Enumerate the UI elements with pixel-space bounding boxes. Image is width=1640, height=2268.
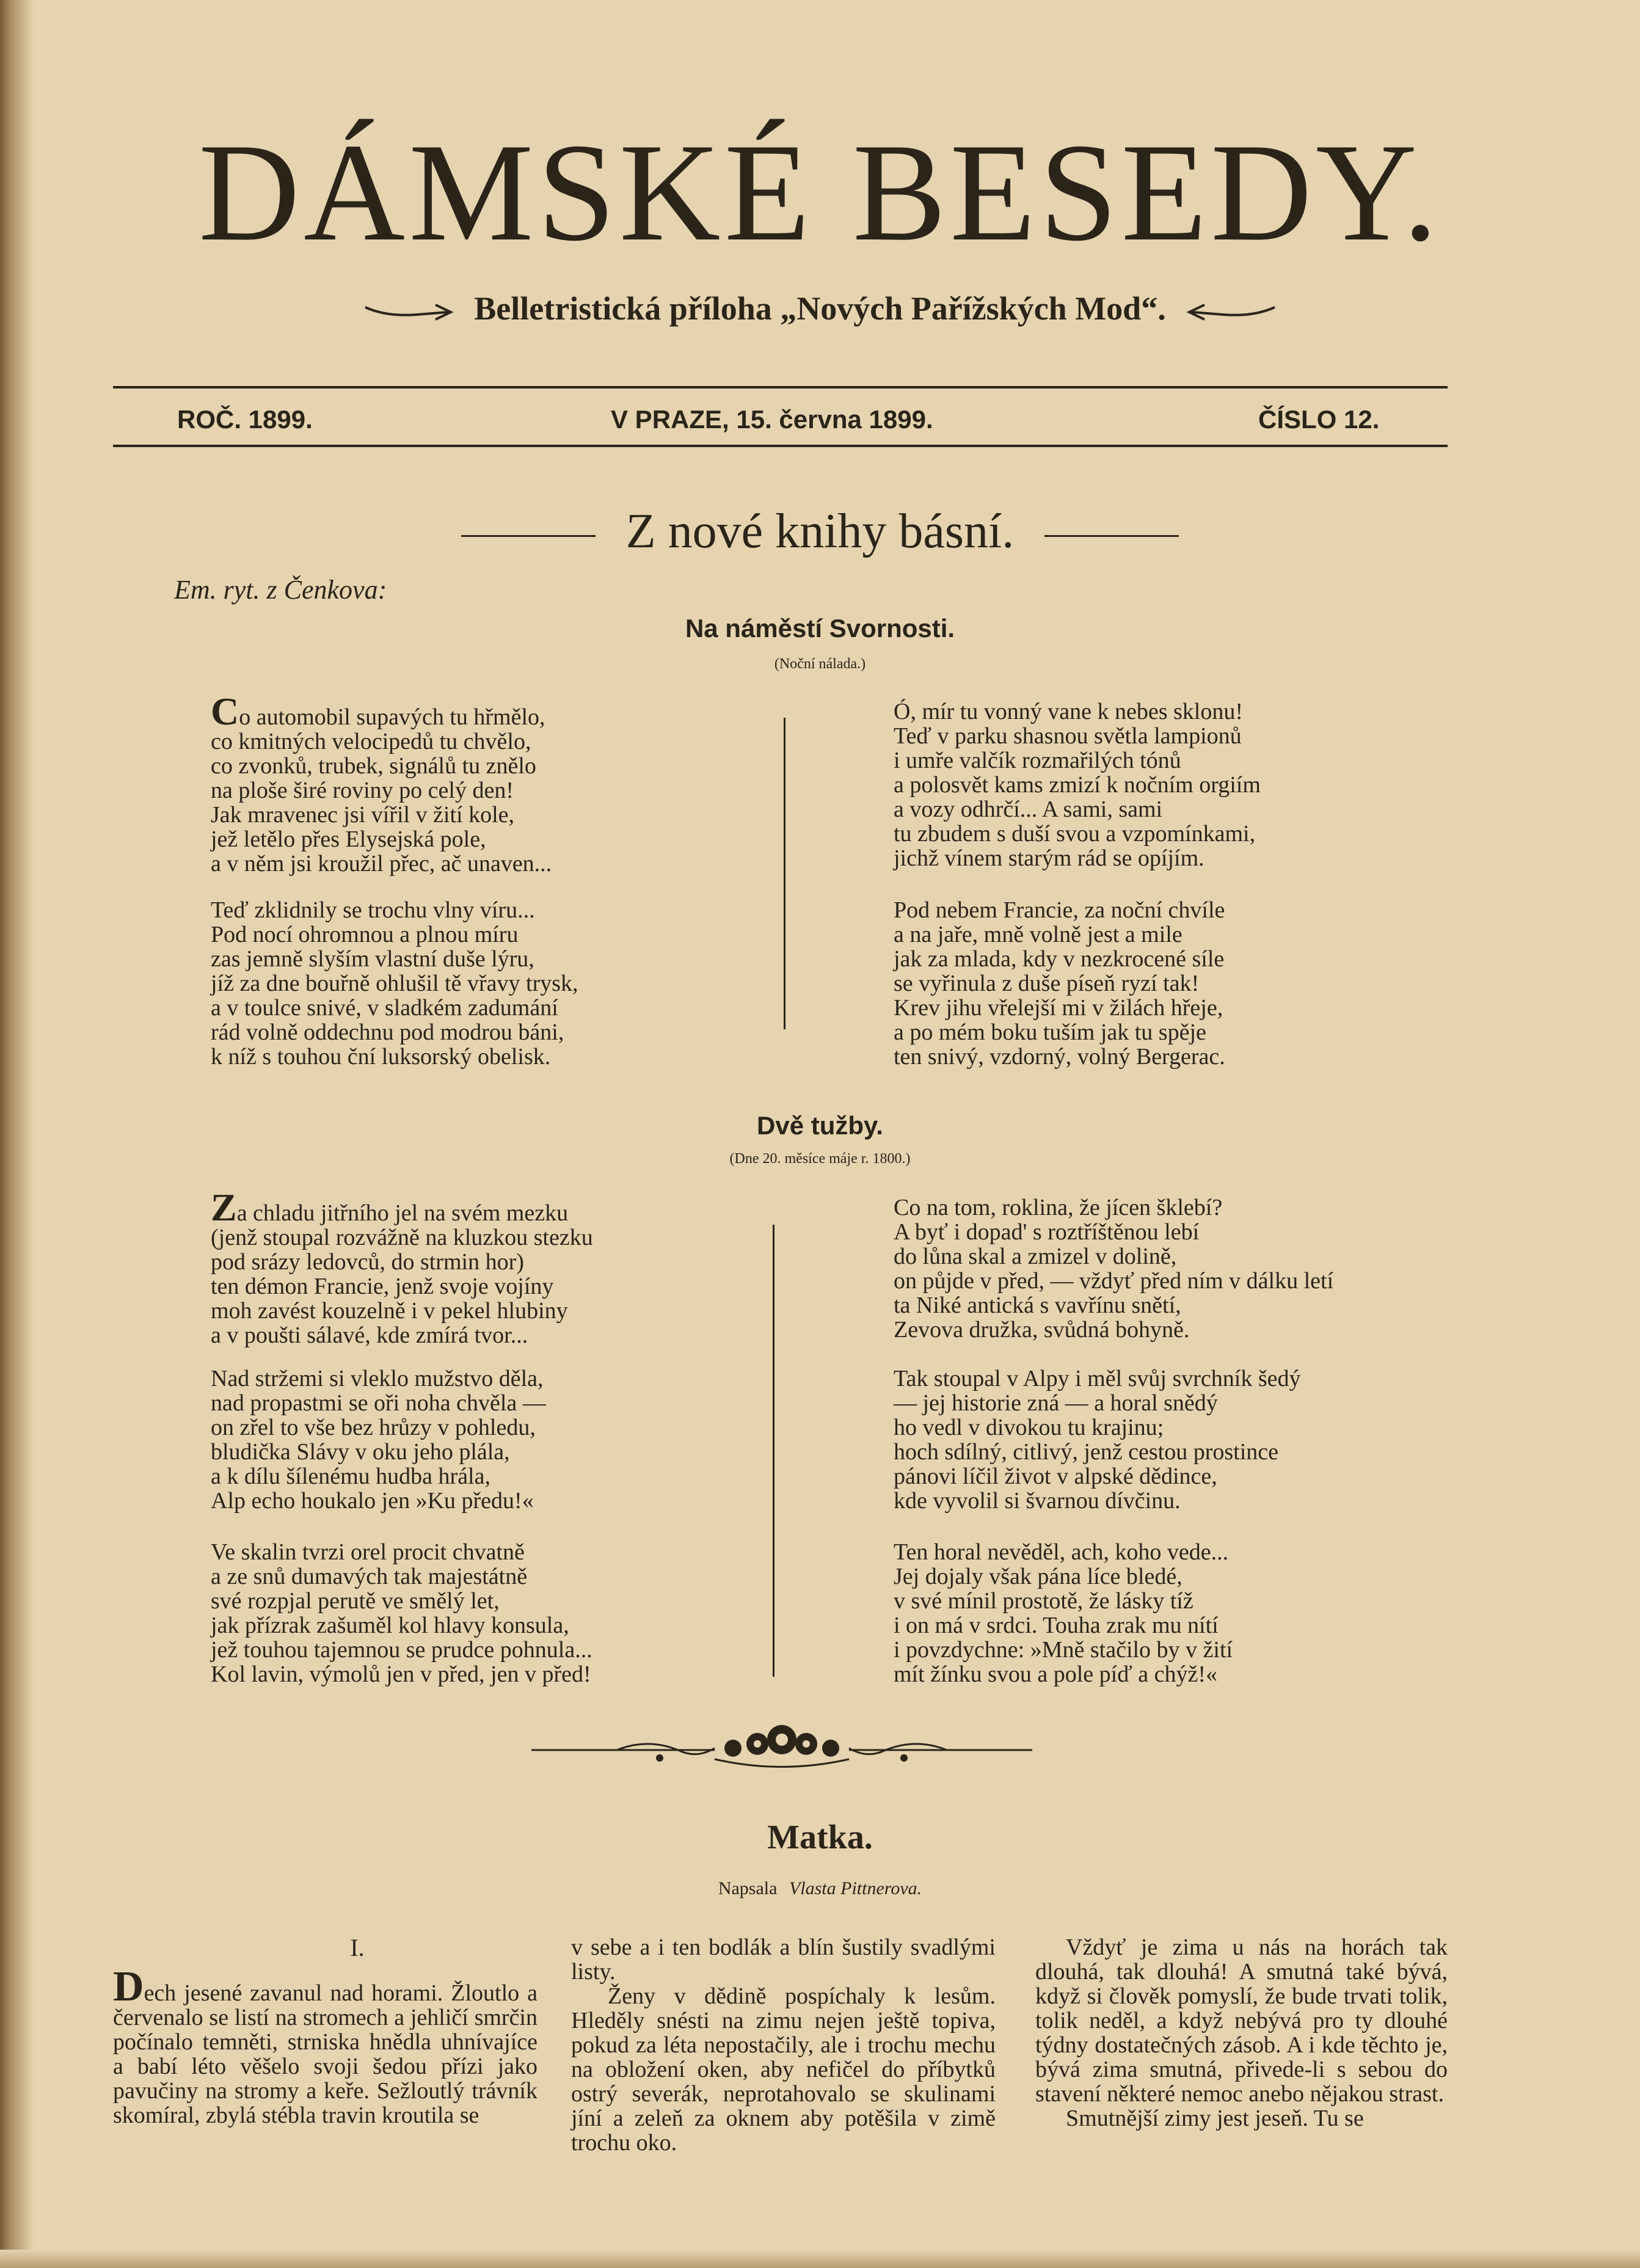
- title-left-rule: [461, 535, 596, 537]
- page-bottom-edge: [0, 2250, 1640, 2268]
- right-arrow-ornament: [1186, 300, 1278, 324]
- poem2-subtitle: (Dne 20. měsíce máje r. 1800.): [729, 1151, 911, 1167]
- floral-divider-ornament: [531, 1710, 1032, 1784]
- title-right-rule: [1044, 535, 1179, 537]
- poem1-left-stanza-1: Co automobil supavých tu hřmělo, co kmitných velocipedů tu chvělo, co zvonků, trubek, signálů tu znělo na ploše širé roviny po celý den! Jak mravenec jsi vířil v žití kole, jež letělo přes Elysejská pole, a v něm jsi kroužil přec, ač unaven...: [211, 690, 552, 877]
- story-dropcap: D: [113, 1963, 144, 2010]
- poem1-column-divider: [784, 718, 785, 1029]
- story-column-2: [571, 1935, 996, 2155]
- poem2-left-stanza-2: Nad stržemi si vleklo mužstvo děla, nad propastmi se oři noha chvěla — on zřel to vše bez hrůzy v pohledu, bludička Slávy v oku jeho plála, a k dílu šílenému hudba hrála, Alp echo houkalo jen »Ku předu!«: [211, 1366, 546, 1514]
- story-col3-para-2: Smutnější zimy jest jeseň. Tu se: [1066, 2106, 1364, 2131]
- poem2-right-stanza-3: Ten horal nevěděl, ach, koho vede... Jej dojaly však pána líce bledé, v své mínil prostotě, že lásky tíž i on má v srdci. Touha zrak mu nítí i povzdychne: »Mně stačilo by v žití mít žínku svou a pole píď a chýž!«: [894, 1539, 1233, 1687]
- story-col2-para-1: v sebe a i ten bodlák a blín šustily svadlými listy.: [571, 1934, 996, 1985]
- issue-number: ČÍSLO 12.: [1258, 405, 1380, 434]
- story-col2-para-2: Ženy v dědině pospíchaly k lesům. Hleděly snésti na zimu nejen ještě topiva, pokud za léta nepostačily, ale i trochu mechu na obložení oken, aby nefičel do příbytků ostrý severák, neprotahovalo se skulinami jíní a zeleň za oknem aby potěšila v zimě trochu oko.: [571, 1983, 996, 2156]
- poem1-right-stanza-2: Pod nebem Francie, za noční chvíle a na jaře, mně volně jest a mile jak za mlada, kdy v nezkrocené síle se vyřinula z duše píseň ryzí tak! Krev jihu vřelejší mi v žilách hřeje, a po mém boku tuším jak tu spěje ten snivý, vzdorný, volný Bergerac.: [894, 897, 1225, 1070]
- section-title: Z nové knihy básní.: [625, 505, 1015, 558]
- left-arrow-ornament: [362, 300, 454, 324]
- poem1-subtitle: (Noční nálada.): [774, 656, 866, 672]
- poem1-title: Na náměstí Svornosti.: [685, 614, 955, 643]
- story-author: Vlasta Pittnerova.: [789, 1878, 922, 1898]
- poem2-right-stanza-1: Co na tom, roklina, že jícen šklebí? A byť i dopad' s roztříštěnou lebí do lůna skal a zmizel v dolině, on půjde v před, — vždyť před ním v dálku letí ta Niké antická s vavřínu snětí, Zevova družka, svůdná bohyně.: [894, 1195, 1334, 1343]
- header-top-rule: [113, 386, 1448, 388]
- story-byline: Napsala Vlasta Pittnerova.: [718, 1878, 922, 1898]
- poem-author: Em. ryt. z Čenkova:: [174, 575, 387, 605]
- chapter-number: I.: [350, 1934, 365, 1961]
- story-column-1: Dech jesené zavanul nad horami. Žloutlo a červenalo se listí na stromech a jehličí smrčin počínalo temněti, strniska hnědla uhnívajíce a babí léto věšelo svoji šedou přízi jako pavučiny na stromy a keře. Sežloutlý trávník skomíral, zbylá stébla travin kroutila se: [113, 1963, 538, 2128]
- poem1-dropcap: C: [211, 690, 239, 733]
- date-label: V PRAZE, 15. června 1899.: [611, 405, 933, 434]
- poem1-left-stanza-2: Teď zklidnily se trochu vlny víru... Pod nocí ohromnou a plnou míru zas jemně slyším vlastní duše lýru, jíž za dne bouřně ohlušil tě vřavy trysk, a v toulce snivé, v sladkém zadumání rád volně oddechnu pod modrou báni, k níž s touhou ční luksorský obelisk.: [211, 897, 578, 1070]
- subtitle-line: [0, 292, 1640, 325]
- header-bottom-rule: [113, 445, 1448, 447]
- poem1-right-stanza-1: Ó, mír tu vonný vane k nebes sklonu! Teď v parku shasnou světla lampionů i umře valčík rozmařilých tónů a polosvět kams zmizí k nočním orgiím a vozy odhrčí... A sami, sami tu zbudem s duší svou a vzpomínkami, jichž vínem starým rád se opíjím.: [894, 699, 1261, 871]
- section-title-row: [0, 507, 1640, 556]
- poem2-column-divider: [773, 1225, 774, 1677]
- poem2-dropcap: Z: [211, 1186, 237, 1229]
- story-col3-para-1: Vždyť je zima u nás na horách tak dlouhá, tak dlouhá! A smutná také bývá, když si člověk pomyslí, že bude trvati tolik, tolik neděl, a když nebývá pro ty dlouhé týdny dostatečných zásob. A i kde těchto je, bývá zima smutná, přivede-li s sebou do stavení některé nemoc anebo nějakou strast.: [1035, 1934, 1448, 2107]
- poem2-left-stanza-1: Za chladu jitřního jel na svém mezku (jenž stoupal rozvážně na kluzkou stezku pod srázy ledovců, do strmin hor) ten démon Francie, jenž svoje vojíny moh zavést kouzelně i v pekel hlubiny a v poušti sálavé, kde zmírá tvor...: [211, 1186, 593, 1348]
- masthead: DÁMSKÉ BESEDY.: [198, 114, 1442, 270]
- story-title: Matka.: [767, 1818, 873, 1856]
- poem2-left-stanza-3: Ve skalin tvrzi orel procit chvatně a ze snů dumavých tak majestátně své rozpjal perutě ve smělý let, jak přízrak zašuměl kol hlavy konsula, jež touhou tajemnou se prudce pohnula... Kol lavin, výmolů jen v před, jen v před!: [211, 1539, 592, 1687]
- year-label: ROČ. 1899.: [177, 405, 313, 434]
- supplement-subtitle: Belletristická příloha „Nových Pařížských Mod“.: [474, 290, 1166, 327]
- story-column-3: [1035, 1935, 1448, 2131]
- poem2-right-stanza-2: Tak stoupal v Alpy i měl svůj svrchník šedý — jej historie zná — a horal snědý ho vedl v divokou tu krajinu; hoch sdílný, citlivý, jenž cestou prostince pánovi líčil život v alpské dědince, kde vyvolil si švarnou dívčinu.: [894, 1366, 1301, 1514]
- poem2-title: Dvě tužby.: [757, 1111, 883, 1140]
